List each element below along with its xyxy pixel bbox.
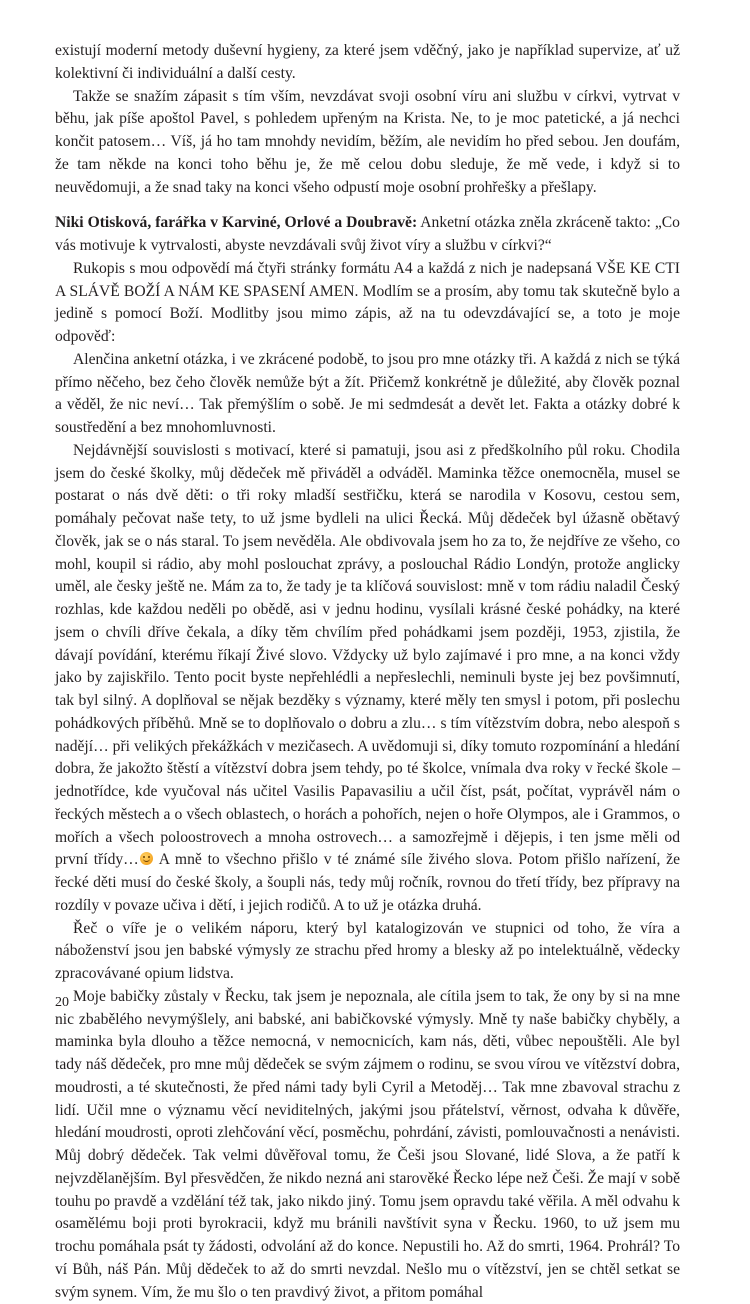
section-intro-paragraph (55, 212, 680, 258)
paragraph: Alenčina anketní otázka, i ve zkrácené podobě, to jsou pro mne otázky tři. A každá z nich se týká přímo něčeho, bez čeho člověk nemůže být a žít. Přičemž konkrétně je důležité, aby člověk poznal a věděl, že nic neví… Tak přemýšlím o sobě. Je mi sedmdesát a devět let. Fakta a otázky dobré k soustředění a bez mnohomluvnosti. (55, 350, 680, 436)
section-intro-text: Anketní otázka zněla zkráceně takto: „Co vás motivuje k vytrvalosti, abyste nevzdávali svůj život víry a službu v církvi?“ (55, 214, 680, 254)
paragraph: Moje babičky zůstaly v Řecku, tak jsem je nepoznala, ale cítila jsem to tak, že ony by si na mne nic zbabělého nevymýšlely, ani babské, ani babičkovské výmysly. Mně ty naše babičky chyběly, a maminka byla dlouho a těžce nemocná, v nemocnicích, kam nás, děti, vůbec nepouštěli. Ale byl tady náš dědeček, pro mne můj dědeček se svým zájmem o rodinu, se svou vírou ve vítězství dobra, moudrosti, a té skutečnosti, že před námi tady byli Cyril a Metoděj… Tak mne zbavoval strachu z lidí. Učil mne o významu věcí neviditelných, jakými jsou přátelství, věrnost, odvaha k důvěře, hledání moudrosti, oproti zlehčování věcí, posměchu, pohrdání, závisti, pomlouvačnosti a nenávisti. Můj dobrý dědeček. Tak velmi důvěřoval tomu, že Češi jsou Slované, lidé Slova, a že patří k nejvzdělanějším. Byl přesvědčen, že nikdo nezná ani starověké Řecko lépe než Češi. Že mají v sobě touhu po pravdě a vzdělání též tak, jako nikdo jiný. Tomu jsem opravdu také věřila. A měl odvahu k osamělému boji proti byrokracii, když mu bránili navštívit syna v Řecku. 1960, to už jsem mu trochu pomáhala psát ty žádosti, odvolání až do konce. Nepustili ho. Až do smrti, 1964. Prohrál? To ví Bůh, náš Pán. Můj dědeček to až do smrti nevzdal. Nešlo mu o vítězství, jen se chtěl setkat se svým synem. Vím, že mu šlo o ten pravdivý život, a přitom pomáhal (55, 987, 680, 1301)
paragraph: Rukopis s mou odpovědí má čtyři stránky formátu A4 a každá z nich je nadepsaná VŠE KE CTI A SLÁVĚ BOŽÍ A NÁM KE SPASENÍ AMEN. Modlím se a prosím, aby tomu tak skutečně bylo a jedině s pomocí Boží. Modlitby jsou mimo zápis, až na tu odevzdávající se, a toto je moje odpověď: (55, 259, 680, 345)
paragraph: Takže se snažím zápasit s tím vším, nevzdávat svoji osobní víru ani službu v církvi, vytrvat v běhu, jak píše apoštol Pavel, s pohledem upřeným na Krista. Ne, to je moc patetické, a já nechci končit patosem… Víš, já ho tam mnohdy nevidím, běžím, ale nevidím ho před sebou. Jen doufám, že tam někde na konci toho běhu je, že mě celou dobu sleduje, že mě vede, i když si to neuvědomuji, a že snad taky na konci všeho odpustí moje osobní prohřešky a přešlapy. (55, 87, 680, 196)
paragraph-with-emoji (55, 440, 680, 918)
page-text-column (55, 40, 680, 1304)
paragraph-text-before-emoji: Nejdávnější souvislosti s motivací, které si pamatuji, jsou asi z předškolního půl roku. Chodila jsem do české školky, můj dědeček mě přiváděl a odváděl. Maminka těžce onemocněla, musel se postarat o nás dvě děti: o tři roky mladší sestřičku, která se narodila v Kosovu, cestou sem, pomáhaly pečovat naše tety, to už jsme bydleli na ulici Řecká. Můj dědeček byl úžasně obětavý člověk, jak se o nás staral. To jsem nevěděla. Ale obdivovala jsem ho za to, že nejdříve ze všeho, co mohl, koupil si rádio, aby mohl poslouchat zprávy, a poslouchal Rádio Londýn, protože anglicky uměl, ale česky ještě ne. Mám za to, že tady je ta klíčová souvislost: mně v tom rádiu naladil Český rozhlas, kde každou neděli po obědě, asi v jednu hodinu, vysílali krásné české pohádky, na které jsem o chvíli dříve čekala, a díky těm chvílím před pohádkami jsem později, 1953, zjistila, že dávají povídání, kterému říkají Živé slovo. Vždycky už bylo zajímavé i pro mne, a na konci vždy jako by zajiskřilo. Tento pocit byste nepřehlédli a nepřeslechli, neminuli byste jej bez povšimnutí, tak byl silný. A doplňoval se nějak bezděky s významy, které měly ten smysl i potom, při poslechu pohádkových příběhů. Mně se to doplňovalo o dobru a zlu… s tím vítězstvím dobra, nebo alespoň s nadějí… při velikých překážkách v mezičasech. A uvědomuji si, díky tomuto rozpomínání a hledání dobra, že jakožto štěstí a vítězství dobra jsem tehdy, po té školce, vnímala dva roky v řecké škole – jednotřídce, kde vyučoval nás učitel Vasilis Papavasiliu a učil číst, psát, počítat, vyprávěl nám o řeckých městech a o všech oblastech, o horách a pohořích, nejen o hoře Olympos, ale i Grammos, o mořích a všech poloostrovech a mnoha ostrovech… a samozřejmě i dějepis, i ten jsme měli od první třídy… (55, 441, 680, 869)
speaker-name: Niki Otisková, farářka v Karviné, Orlové a Doubravě: (55, 214, 418, 232)
paragraph: Řeč o víře je o velikém náporu, který byl katalogizován ve stupnici od toho, že víra a náboženství jsou jen babské výmysly ze strachu před hromy a blesky až po intelektuálně, vědecky zpracovávané opium lidstva. (55, 919, 680, 982)
winking-smiley-icon (140, 852, 153, 865)
page-number: 20 (55, 995, 69, 1010)
section-gap (55, 199, 680, 212)
paragraph-continuation: existují moderní metody duševní hygieny, za které jsem vděčný, jako je například supervize, ať už kolektivní či individuální a další cesty. (55, 42, 680, 82)
paragraph-text-after-emoji: A mně to všechno přišlo v té známé síle živého slova. Potom přišlo nařízení, že řecké děti musí do české školy, a šoupli nás, tedy můj ročník, rovnou do třetí třídy, bez přípravy na rozdíly v povaze učiva i dětí, i jejich rodičů. A to už je otázka druhá. (55, 851, 680, 914)
